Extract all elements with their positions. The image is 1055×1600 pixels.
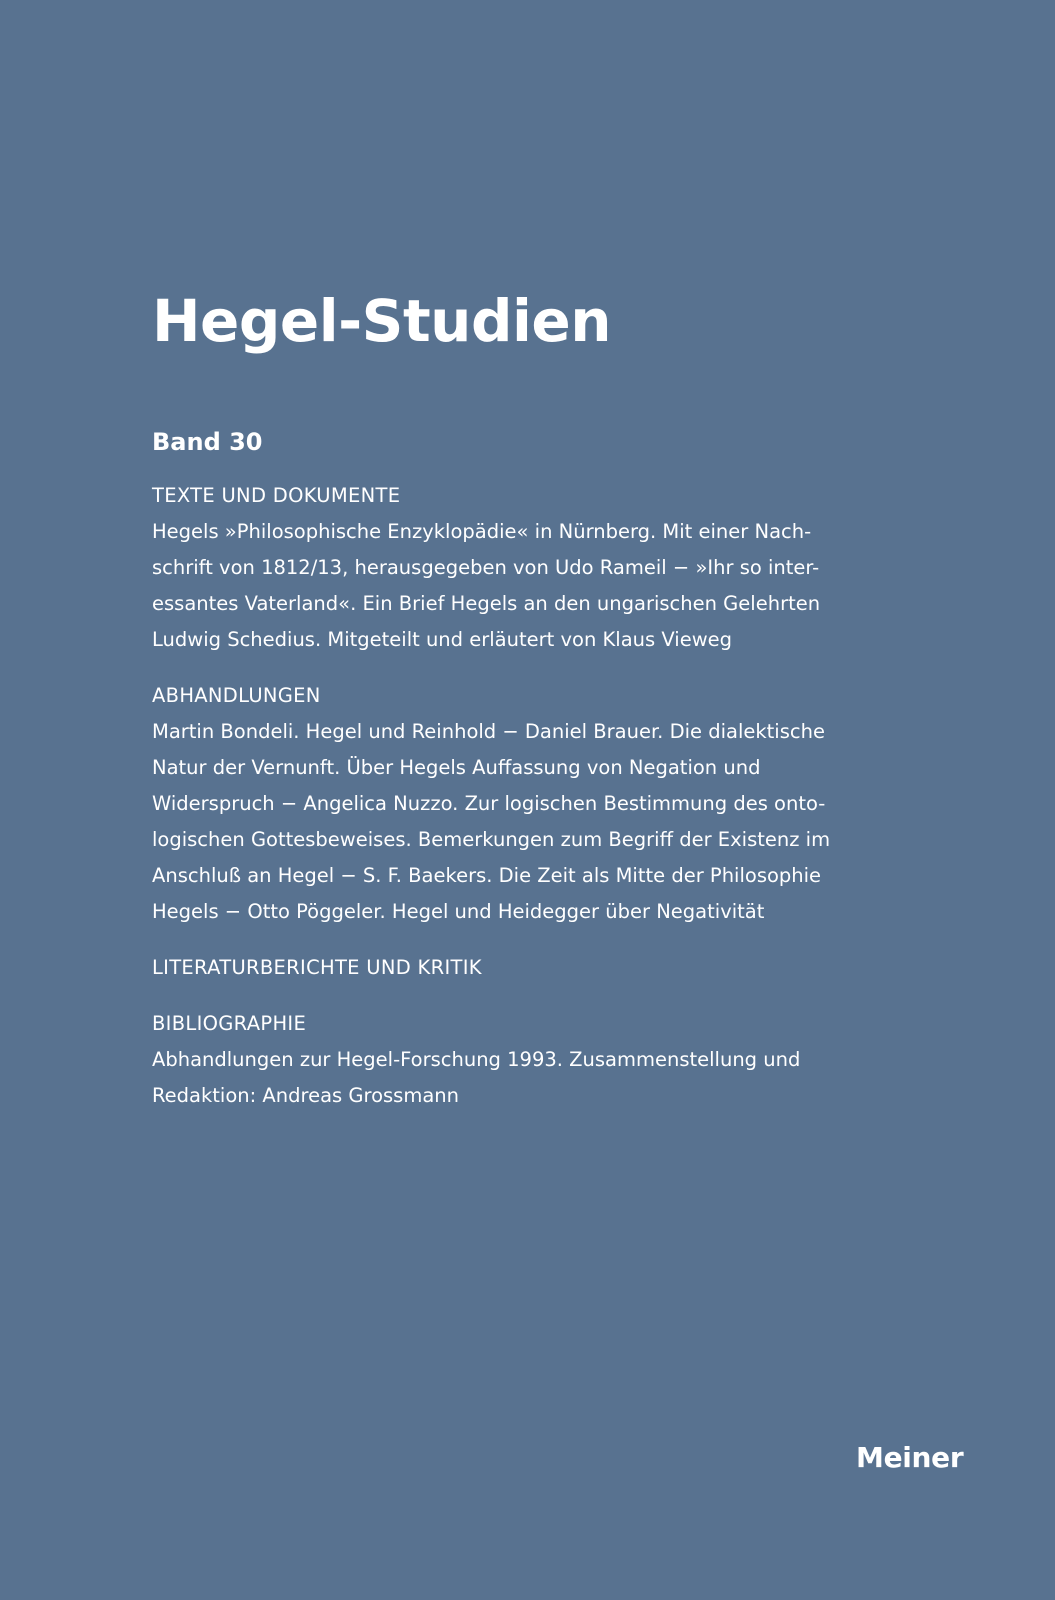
section-literaturberichte [152,950,912,986]
volume-number: Band 30 [152,428,263,456]
publisher-logo: Meiner [856,1441,964,1474]
section-abhandlungen [152,678,912,930]
section-text: Hegels »Philosophische Enzyklopädie« in Nürnberg. Mit einer Nach- schrift von 1812/13, herausgegeben von Udo Rameil − »Ihr so inter- essantes Vaterland«. Ein Brief Hegels an den ungarischen Gelehrten Ludwig Schedius. Mitgeteilt und erläutert von Klaus Vieweg [152,520,821,651]
section-heading: ABHANDLUNGEN [152,684,321,707]
table-of-contents [152,478,912,1134]
section-text: Abhandlungen zur Hegel-Forschung 1993. Zusammenstellung und Redaktion: Andreas Grossmann [152,1048,801,1107]
section-bibliographie [152,1006,912,1114]
section-heading: TEXTE UND DOKUMENTE [152,484,401,507]
book-title: Hegel-Studien [152,287,612,355]
section-heading: BIBLIOGRAPHIE [152,1012,307,1035]
section-heading: LITERATURBERICHTE UND KRITIK [152,956,482,979]
section-text: Martin Bondeli. Hegel und Reinhold − Daniel Brauer. Die dialektische Natur der Vernunft. Über Hegels Auffassung von Negation und Widerspruch − Angelica Nuzzo. Zur logischen Bestimmung des onto- logischen Gottesbeweises. Bemerkungen zum Begriff der Existenz im Anschluß an Hegel − S. F. Baekers. Die Zeit als Mitte der Philosophie Hegels − Otto Pöggeler. Hegel und Heidegger über Negativität [152,720,831,923]
section-texte-und-dokumente [152,478,912,658]
